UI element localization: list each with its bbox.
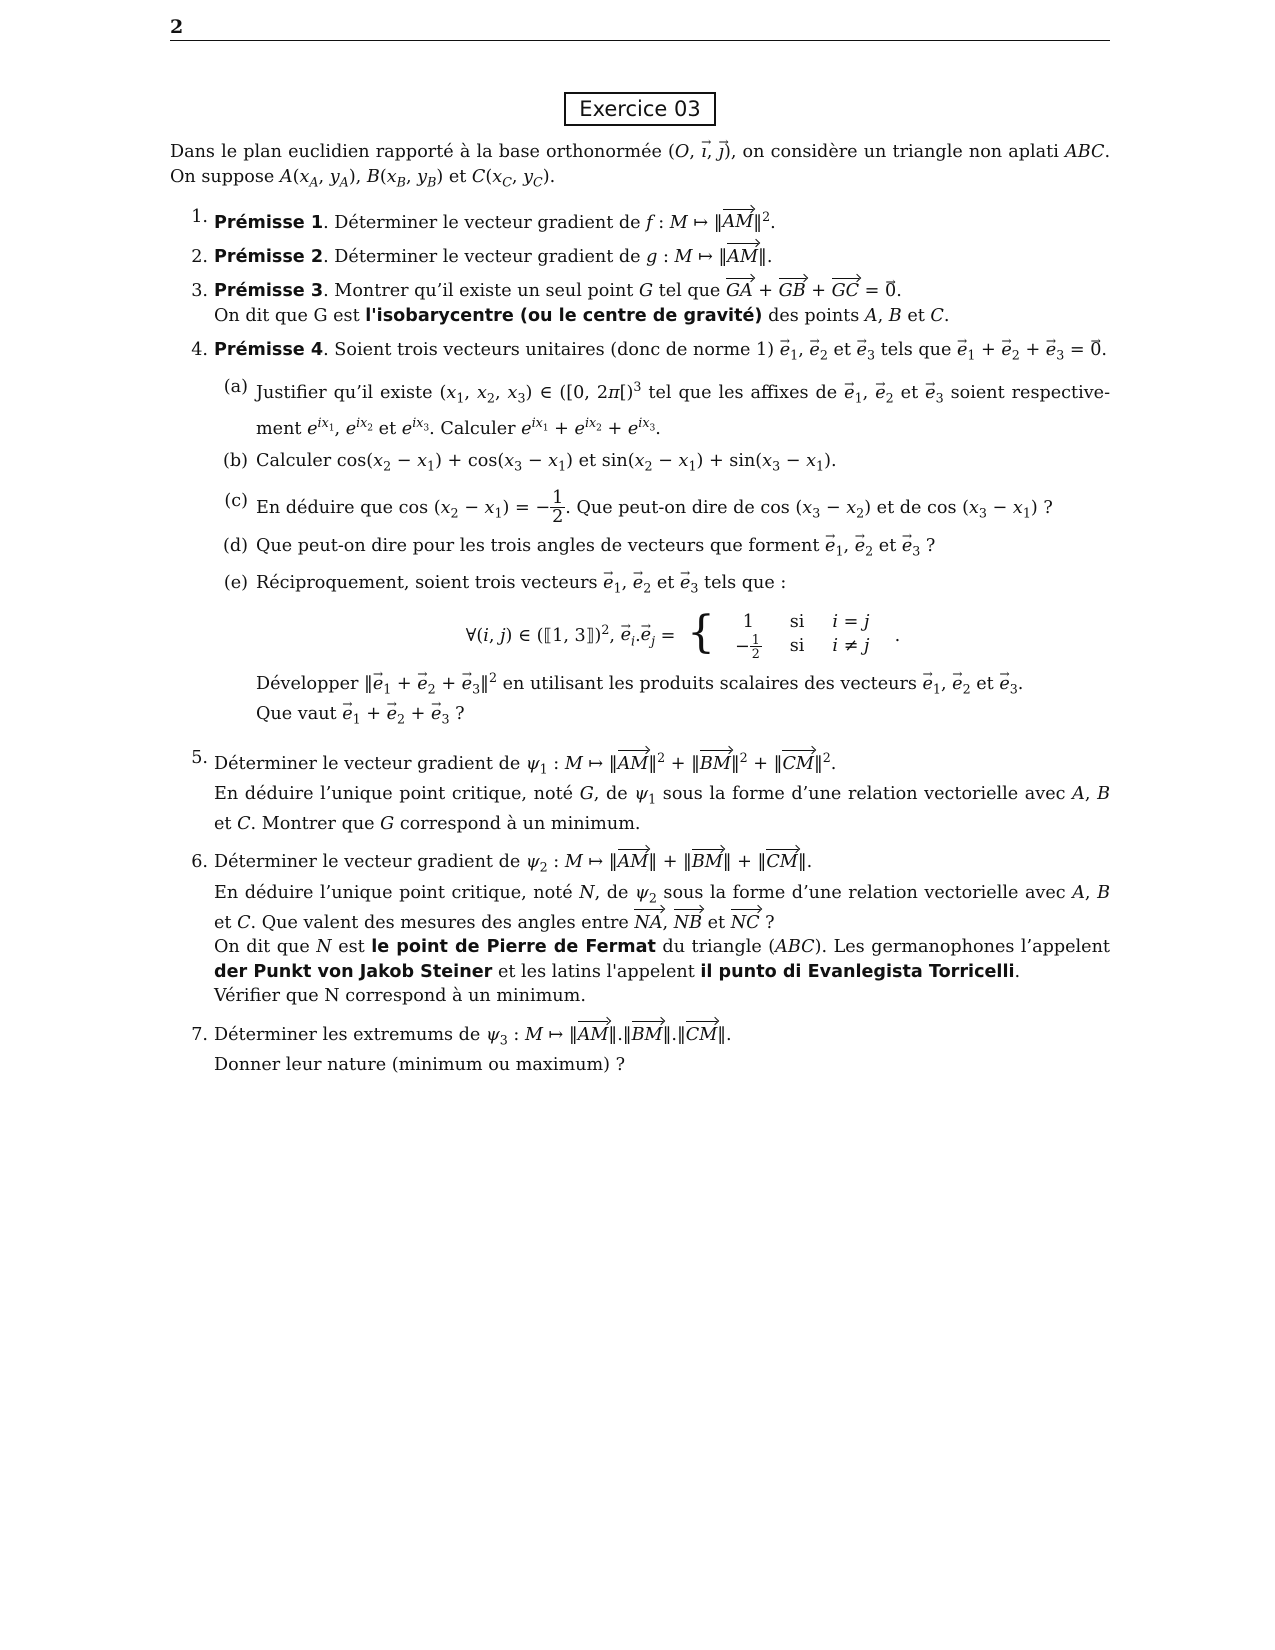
question-4: 4. Prémisse 4. Soient trois vecteurs unitaires (donc de norme $1) \to e_1$, → $e_2$ et → $e_3$ tels que → $e_1$ + → $e_2$ + → $e_3$ = → 0. (a) Justifier qu’il existe ($x_1$, $x_2$, $x_3$) ∈ ([0, 2π[)$^3$ tel que les affixes de → $e_1$, → $e_2$ et → $e_3$ soient respective- ment $e^{ix_1}$, $e^{ix_2}$ et $e^{ix_3}$. Calculer $e^{ix_1} + e^{ix_2} + e^{ix_3}$. (b) Calculer $\cos(x_2 - x_1) + \cos(x_3 - x_1)$ et $\sin(x_2 - x_1) + \sin(x_3 - x_1)$. (c) En déduire que $\cos (x_2 - x_1)$ = − $\frac{1}{2}$ . Que peut-on dire de $\cos (x_3 - x_2)$ et de $\cos (x_3 - x_1)$ ? (d) Que peut-on dire pour les trois angles de vecteurs que forment → $e_1$, → $e_2$ et → $e_3$ ? (e) Réciproquement, soient trois vecteurs → $e_1$, → $e_2$ et → $e_3$ tels que : ∀(i, j) ∈ (⟦1, 3⟧)$^2$, → $e_i.\to e_j$ = { 1 si i = j − $\frac{1}{2}$ si i ≠ j . Développer ‖→ $e_1$ + → $e_2$ + → $e_3‖^2$ en utilisant les produits scalaires des vecteurs → $e_1$, → $e_2$ et → $e_3$. Que vaut → $e_1$ + → $e_2$ + → $e_3$ ? xyxy=(170,338,1110,732)
scalar-product-formula: ∀(i, j) ∈ (⟦1, 3⟧)$^2$, → $e_i.\to e_j$ = { 1 si i = j − $\frac{1}{2}$ si i ≠ j . xyxy=(256,611,1110,661)
question-3: 3. Prémisse 3. Montrer qu’il existe un seul point G tel que GA + GB + GC = → 0. On dit que G est l'isobarycentre (ou le centre de gravité) des points A, B et C. xyxy=(170,279,1110,328)
subquestion-e: (e) Réciproquement, soient trois vecteurs → $e_1$, → $e_2$ et → $e_3$ tels que : ∀(i, j) ∈ (⟦1, 3⟧)$^2$, → $e_i.\to e_j$ = { 1 si i = j − $\frac{1}{2}$ si i ≠ j . Développer ‖→ $e_1$ + → $e_2$ + → $e_3‖^2$ en utilisant les produits scalaires des vecteurs → $e_1$, → $e_2$ et → $e_3$. Que vaut → $e_1$ + → $e_2$ + → $e_3$ ? xyxy=(214,571,1110,733)
question-5: 5. Déterminer le vecteur gradient de $\psi_1$ : M ↦ ‖AM‖$^2$ + ‖BM‖$^2$ + ‖CM‖$^2$. En déduire l’unique point critique, noté G, de $\psi_1$ sous la forme d’une relation vectorielle avec A, B et C. Montrer que G correspond à un minimum. xyxy=(191,748,1111,834)
question-2: 2. Prémisse 2. Déterminer le vecteur gradient de g : M ↦ ‖AM‖. xyxy=(170,245,1110,270)
page-number: 2 xyxy=(170,16,184,38)
premise-label: Prémisse 2 xyxy=(214,246,324,267)
intro-line-1: Dans le plan euclidien rapporté à la base orthonormée (O, → ı, → ȷ), on considère un triangle non aplati ABC. xyxy=(170,140,1110,165)
exercise-title: Exercice 03 xyxy=(564,92,716,126)
premise-label: Prémisse 1 xyxy=(214,212,324,233)
intro-line-2: On suppose $A(x_A$, $y_A$), $B(x_B$, $y_B$) et $C(x_C$, $y_C$). xyxy=(170,166,556,190)
exercise-content xyxy=(170,140,1110,1077)
subquestion-d: (d) Que peut-on dire pour les trois angles de vecteurs que forment → $e_1$, → $e_2$ et → $e_3$ ? xyxy=(214,534,1110,564)
isobarycentre-term: l'isobarycentre (ou le centre de gravité) xyxy=(365,305,763,326)
steiner-term: der Punkt von Jakob Steiner xyxy=(214,961,493,982)
header-rule xyxy=(170,40,1110,41)
question-6: 6. Déterminer le vecteur gradient de $\psi_2$ : M ↦ ‖AM‖ + ‖BM‖ + ‖CM‖. En déduire l’unique point critique, noté N, de $\psi_2$ sous la forme d’une relation vectorielle avec A, B et C. Que valent des mesures des angles entre NA, NB et NC ? On dit que N est le point de Pierre de Fermat du triangle (ABC). Les germanophones l’appelent der Punkt von Jakob Steiner et les latins l'appelent il punto di Evanlegista Torricelli. Vérifier que N correspond à un minimum. xyxy=(191,852,1111,1007)
premise-label: Prémisse 3 xyxy=(214,281,324,302)
intro xyxy=(170,140,1110,195)
subquestion-c: (c) En déduire que $\cos (x_2 - x_1)$ = − $\frac{1}{2}$ . Que peut-on dire de $\cos (x_3 - x_2)$ et de $\cos (x_3 - x_1)$ ? xyxy=(224,487,1053,528)
cases-table: 1 si i = j − $\frac{1}{2}$ si i ≠ j xyxy=(734,611,870,661)
subquestion-b: (b) Calculer $\cos(x_2 - x_1) + \cos(x_3 - x_1)$ et $\sin(x_2 - x_1) + \sin(x_3 - x_1)$. xyxy=(223,450,837,474)
premise-label: Prémisse 4 xyxy=(214,340,324,361)
subquestion-a: (a) Justifier qu’il existe ($x_1$, $x_2$, $x_3$) ∈ ([0, 2π[)$^3$ tel que les affixes de → $e_1$, → $e_2$ et → $e_3$ soient respective- ment $e^{ix_1}$, $e^{ix_2}$ et $e^{ix_3}$. Calculer $e^{ix_1} + e^{ix_2} + e^{ix_3}$. xyxy=(214,375,1110,441)
question-7: 7. Déterminer les extremums de $\psi_3$ : M ↦ ‖AM‖.‖BM‖.‖CM‖. Donner leur nature (minimum ou maximum) ? xyxy=(191,1024,732,1075)
torricelli-term: il punto di Evanlegista Torricelli xyxy=(700,961,1015,982)
question-1: 1. Prémisse 1. Déterminer le vecteur gradient de f : M ↦ ‖AM‖$^2$. xyxy=(170,205,1110,235)
fermat-point-term: le point de Pierre de Fermat xyxy=(371,937,656,958)
